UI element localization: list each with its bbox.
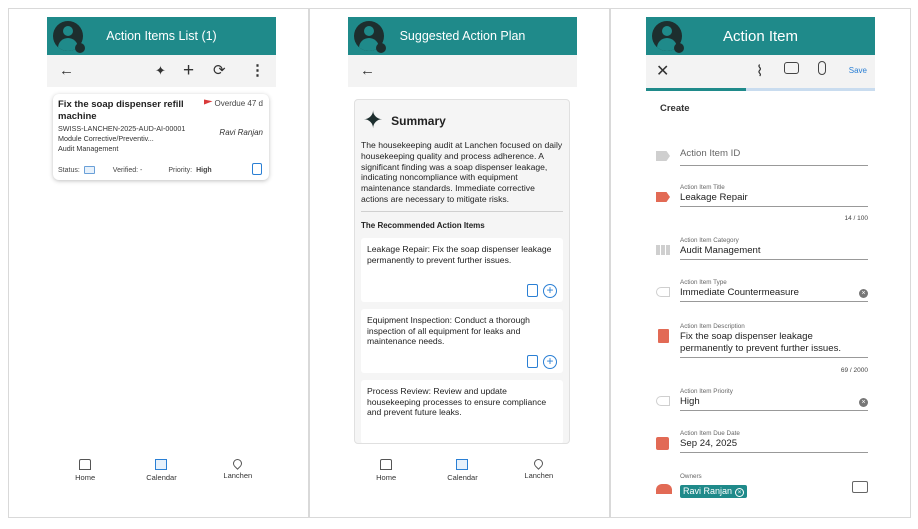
home-icon — [380, 459, 392, 470]
add-circle-icon[interactable]: + — [543, 355, 557, 369]
back-arrow-icon[interactable]: ← — [360, 62, 375, 79]
nav-calendar[interactable]: Calendar — [131, 459, 191, 489]
screen-suggested-action-plan — [309, 8, 610, 518]
camera-icon[interactable] — [784, 62, 799, 74]
owner-picker-icon[interactable] — [852, 481, 868, 493]
section-title: Create — [660, 103, 690, 114]
avatar[interactable] — [53, 21, 87, 55]
location-pin-icon — [231, 457, 244, 470]
action-item-card[interactable] — [53, 94, 269, 180]
attachment-icon[interactable]: ⌇ — [756, 63, 764, 80]
nav-lanchen[interactable]: Lanchen — [509, 459, 569, 489]
owner-chip[interactable]: Ravi Ranjan × — [680, 485, 747, 498]
card-owner: Ravi Ranjan — [219, 128, 263, 137]
action-item-id-field[interactable]: Action Item ID — [656, 143, 868, 167]
nav-home[interactable]: Home — [356, 459, 416, 489]
clear-icon[interactable]: × — [859, 289, 868, 298]
add-icon[interactable]: + — [183, 60, 195, 81]
owners-field[interactable]: Owners Ravi Ranjan × — [656, 473, 868, 503]
clipboard-icon[interactable] — [252, 163, 262, 175]
flag-icon — [204, 99, 213, 108]
char-count: 69 / 2000 — [840, 367, 868, 374]
action-item-title-field[interactable]: Action Item Title Leakage Repair 14 / 100 — [656, 184, 868, 224]
phone-2 — [348, 17, 577, 511]
people-icon — [656, 484, 672, 494]
category-grid-icon — [656, 245, 670, 255]
card-id: SWISS-LANCHEN-2025-AUD-AI-00001 — [58, 124, 186, 133]
location-pin-icon — [532, 457, 545, 470]
save-button[interactable]: Save — [848, 66, 867, 75]
progress-bar — [646, 88, 746, 91]
card-title: Fix the soap dispenser refill machine — [58, 99, 184, 122]
calendar-icon — [656, 437, 669, 450]
calendar-icon — [456, 459, 468, 470]
avatar[interactable] — [652, 21, 686, 55]
close-icon[interactable]: ✕ — [656, 63, 670, 80]
app-bar — [47, 17, 276, 55]
clear-icon[interactable]: × — [859, 398, 868, 407]
sparkle-icon: ✦ — [363, 107, 384, 134]
char-count: 14 / 100 — [844, 215, 868, 222]
card-module: Module Corrective/Preventiv... — [58, 134, 154, 143]
priority-value: High — [196, 166, 212, 174]
screen-action-items-list — [8, 8, 309, 518]
recommended-item: Process Review: Review and update housekeeping processes to ensure compliance and prevent future leaks. — [361, 380, 563, 444]
online-status-icon — [674, 43, 684, 53]
back-arrow-icon[interactable]: ← — [59, 62, 74, 79]
status-label: Status: — [58, 166, 80, 174]
toolbar — [47, 55, 276, 87]
action-item-priority-field[interactable]: Action Item Priority High × — [656, 388, 868, 416]
toolbar — [348, 55, 577, 87]
card-category: Audit Management — [58, 144, 119, 153]
summary-text: The housekeeping audit at Lanchen focused on daily housekeeping quality and process adherence. A significant finding was a soap dispenser leakage, indicating noncompliance with equipment maintenance standards. Immediate corrective actions are necessary to mitigate risks. — [361, 140, 563, 204]
screen-action-item-form — [610, 8, 911, 518]
page-title: Action Item — [722, 27, 799, 45]
home-icon — [79, 459, 91, 470]
bottom-nav — [47, 459, 276, 489]
card-status-row — [58, 166, 264, 174]
phone-3 — [646, 17, 875, 511]
action-item-category-field[interactable]: Action Item Category Audit Management — [656, 237, 868, 265]
online-status-icon — [376, 43, 386, 53]
calendar-icon — [155, 459, 167, 470]
priority-label: Priority: — [168, 166, 193, 174]
tag-icon — [656, 192, 670, 202]
action-plan-panel — [354, 99, 570, 444]
summary-title: Summary — [391, 114, 446, 128]
list-icon — [656, 396, 670, 406]
more-icon[interactable]: ⋮ — [250, 62, 265, 79]
nav-lanchen[interactable]: Lanchen — [208, 459, 268, 489]
toolbar — [646, 55, 875, 91]
nav-calendar[interactable]: Calendar — [432, 459, 492, 489]
microphone-icon[interactable] — [818, 61, 826, 75]
action-item-due-date-field[interactable]: Action Item Due Date Sep 24, 2025 — [656, 430, 868, 458]
overdue-badge: Overdue 47 d — [204, 99, 263, 108]
divider — [361, 211, 563, 212]
phone-1 — [47, 17, 276, 511]
copy-icon[interactable] — [527, 284, 538, 297]
verified-label: Verified: - — [112, 166, 143, 174]
tag-icon — [656, 151, 670, 161]
recommended-item: Equipment Inspection: Conduct a thorough inspection of all equipment for leaks and maintenance needs. + — [361, 309, 563, 373]
document-icon — [658, 329, 669, 343]
app-bar — [646, 17, 875, 55]
nav-home[interactable]: Home — [55, 459, 115, 489]
list-icon — [656, 287, 670, 297]
page-title: Action Items List (1) — [106, 29, 217, 43]
app-bar — [348, 17, 577, 55]
online-status-icon — [75, 43, 85, 53]
bottom-nav — [348, 459, 577, 489]
action-item-type-field[interactable]: Action Item Type Immediate Countermeasure × — [656, 279, 868, 307]
add-circle-icon[interactable]: + — [543, 284, 557, 298]
page-title: Suggested Action Plan — [399, 29, 526, 43]
recommended-item: Leakage Repair: Fix the soap dispenser leakage permanently to prevent further issues. + — [361, 238, 563, 302]
remove-chip-icon[interactable]: × — [735, 488, 744, 497]
avatar[interactable] — [354, 21, 388, 55]
refresh-icon[interactable]: ⟳ — [213, 62, 226, 79]
recommended-title: The Recommended Action Items — [361, 220, 485, 230]
copy-icon[interactable] — [527, 355, 538, 368]
sparkle-icon[interactable]: ✦ — [155, 63, 166, 78]
action-item-description-field[interactable]: Action Item Description Fix the soap dispenser leakage permanently to prevent further issues. 69 / 2000 — [656, 323, 868, 377]
folder-icon — [84, 166, 95, 174]
